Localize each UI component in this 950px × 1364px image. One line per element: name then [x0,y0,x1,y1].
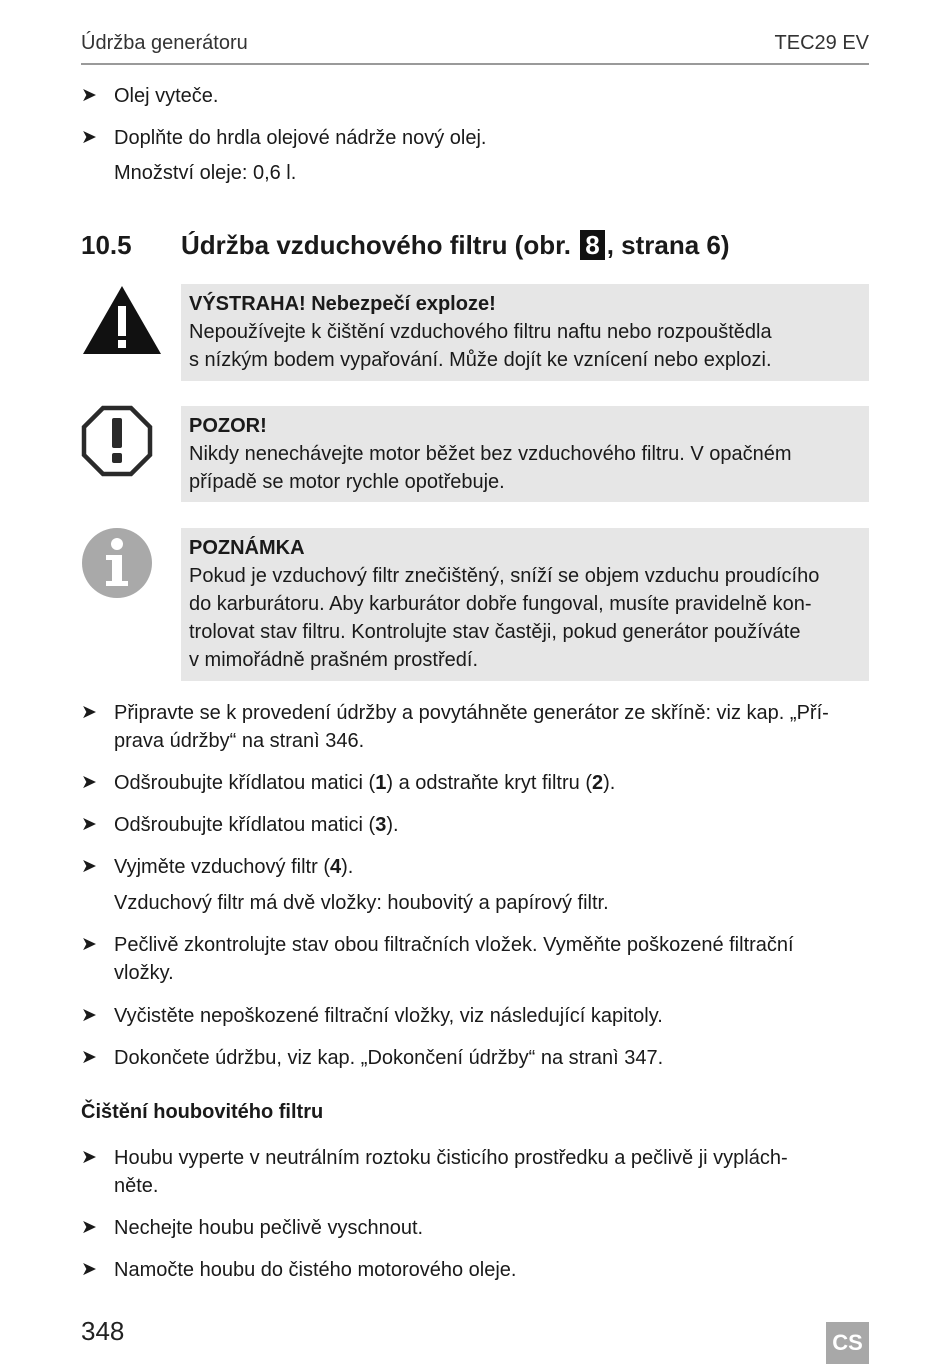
step-text [114,853,869,881]
arrow-bullet-icon: ➤ [81,127,97,148]
step-text [114,1144,869,1200]
page-number: 348 [81,1316,125,1346]
warning-text-line: s nízkým bodem vypařování. Může dojít ke vznícení nebo explozi. [189,349,772,371]
list-item [81,811,869,839]
step-text-line: Připravte se k provedení údržby a povytáhněte generátor ze skříně: viz kap. „Pří- [114,702,829,724]
step-text: Namočte houbu do čistého motorového oleje. [114,1259,517,1281]
caution-text-line: případě se motor rychle opotřebuje. [189,471,505,493]
caution-title: POZOR! [189,415,267,437]
header-model: TEC29 EV [774,32,869,54]
step-text-part: Odšroubujte křídlatou matici ( [114,772,376,794]
step-text [114,769,869,797]
section-title-pre: Údržba vzduchového filtru (obr. [181,230,579,260]
note-title: POZNÁMKA [189,537,305,559]
list-item [81,931,869,987]
header-section-title: Údržba generátoru [81,32,248,54]
section-title-post: , strana 6) [606,230,730,260]
arrow-bullet-icon: ➤ [81,1217,97,1238]
warning-box [181,284,869,381]
step-text-part: ). [341,856,354,878]
section-heading [81,228,730,262]
arrow-bullet-icon: ➤ [81,1147,97,1168]
arrow-bullet-icon: ➤ [81,856,97,877]
step-text-line: Houbu vyperte v neutrálním roztoku čisticího prostředku a pečlivě ji vyplách- [114,1147,788,1169]
note-text-line: do karburátoru. Aby karburátor dobře fungoval, musíte pravidelně kon- [189,593,812,615]
step-text [114,931,869,987]
step-text: Doplňte do hrdla olejové nádrže nový olej. [114,127,487,149]
list-item [81,699,869,755]
list-item [81,82,869,110]
part-number: 2 [591,772,604,794]
note-text-line: v mimořádně prašném prostředí. [189,649,479,671]
part-number: 4 [330,856,342,878]
caution-octagon-icon [81,405,153,482]
step-text-line: Pečlivě zkontrolujte stav obou filtračních vložek. Vyměňte poškozené filtrační [114,934,794,956]
arrow-bullet-icon: ➤ [81,1259,97,1280]
step-text-part: ). [603,772,616,794]
caution-text-line: Nikdy nenechávejte motor běžet bez vzduchového filtru. V opačném [189,443,792,465]
step-text-part: Odšroubujte křídlatou matici ( [114,814,376,836]
step-text [114,699,869,755]
info-icon [81,527,153,604]
step-text-part: Vyjměte vzduchový filtr ( [114,856,330,878]
arrow-bullet-icon: ➤ [81,1047,97,1068]
oil-amount: Množství oleje: 0,6 l. [114,162,297,184]
step-text: Nechejte houbu pečlivě vyschnout. [114,1217,424,1239]
list-item [81,853,869,881]
warning-triangle-icon [81,284,163,361]
list-item [81,1214,869,1242]
part-number: 1 [375,772,387,794]
arrow-bullet-icon: ➤ [81,1005,97,1026]
warning-text-line: Nepoužívejte k čištění vzduchového filtru naftu nebo rozpouštědla [189,321,772,343]
step-text [114,811,869,839]
arrow-bullet-icon: ➤ [81,814,97,835]
step-text-part: ). [386,814,399,836]
step-text-line: něte. [114,1175,159,1197]
list-item [81,1144,869,1200]
warning-title: VÝSTRAHA! Nebezpečí exploze! [189,293,496,315]
section-number: 10.5 [81,230,132,260]
step-text: Olej vyteče. [114,85,219,107]
list-item [81,1044,869,1072]
caution-box [181,406,869,502]
subsection-heading: Čištění houbovitého filtru [81,1101,324,1123]
arrow-bullet-icon: ➤ [81,934,97,955]
arrow-bullet-icon: ➤ [81,85,97,106]
step-text: Vyčistěte nepoškozené filtrační vložky, viz následující kapitoly. [114,1005,663,1027]
note-text-line: trolovat stav filtru. Kontrolujte stav častěji, pokud generátor používáte [189,621,801,643]
list-item [81,1256,869,1284]
arrow-bullet-icon: ➤ [81,702,97,723]
note-text-line: Pokud je vzduchový filtr znečištěný, sníží se objem vzduchu proudícího [189,565,820,587]
note-box [181,528,869,681]
step-text-line: prava údržby“ na stranì 346. [114,730,365,752]
header-divider [81,63,869,65]
list-item [81,769,869,797]
step-text-line: vložky. [114,962,174,984]
figure-reference: 8 [580,230,604,260]
arrow-bullet-icon: ➤ [81,772,97,793]
list-item [81,1002,869,1030]
list-item [81,124,869,152]
step-text-part: ) a odstraňte kryt filtru ( [386,772,592,794]
part-number: 3 [375,814,387,836]
language-badge: CS [826,1322,869,1364]
step-text: Dokončete údržbu, viz kap. „Dokončení údržby“ na stranì 347. [114,1047,664,1069]
filter-note: Vzduchový filtr má dvě vložky: houbovitý a papírový filtr. [114,892,609,914]
